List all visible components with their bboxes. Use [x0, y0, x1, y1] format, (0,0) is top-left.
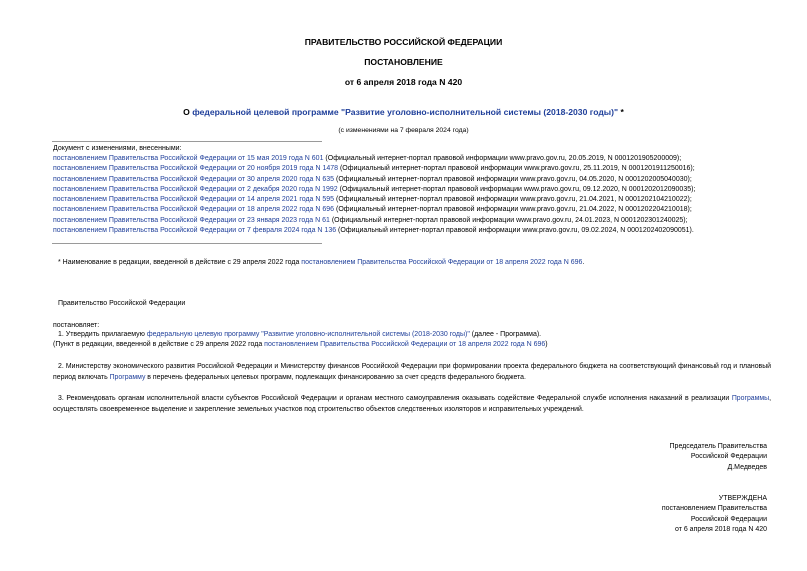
amendment-source: (Официальный интернет-портал правовой информации www.pravo.gov.ru, 25.11.2019, N 0001201911250016);	[338, 165, 695, 173]
footnote-link[interactable]: постановлением Правительства Российской Федерации от 18 апреля 2022 года N 696	[301, 259, 583, 266]
signature-block	[670, 442, 767, 473]
amendment-link[interactable]: постановлением Правительства Российской Федерации от 18 апреля 2022 года N 696	[53, 206, 335, 214]
approval-line-1: УТВЕРЖДЕНА	[718, 495, 767, 502]
amendment-source: (Официальный интернет-портал правовой информации www.pravo.gov.ru, 09.12.2020, N 0001202012090035);	[337, 185, 696, 193]
paragraph-1	[58, 330, 541, 340]
amendments-intro: Документ с изменениями, внесенными:	[53, 145, 182, 152]
paragraph-2-end: в перечень федеральных целевых программ, подлежащих финансированию за счет средств федерального бюджета.	[145, 373, 526, 381]
amendment-source: (Официальный интернет-портал правовой информации www.pravo.gov.ru, 04.05.2020, N 0001202005040030);	[334, 175, 692, 183]
amendment-item	[53, 195, 695, 205]
amendment-source: (Официальный интернет-портал правовой информации www.pravo.gov.ru, 20.05.2019, N 0001201905200009);	[323, 155, 682, 162]
signature-line-2: Российской Федерации	[690, 453, 767, 461]
amendment-link[interactable]: постановлением Правительства Российской Федерации от 30 апреля 2020 года N 635	[53, 175, 335, 183]
amendment-item	[53, 205, 695, 215]
paragraph-2-program-link[interactable]: Программу	[109, 373, 146, 381]
paragraph-1-note	[53, 340, 548, 350]
footnote-text: * Наименование в редакции, введенной в действие с 29 апреля 2022 года	[58, 259, 302, 266]
paragraph-1-note-text: (Пункт в редакции, введенной в действие с 29 апреля 2022 года	[53, 341, 265, 348]
paragraph-1-end: (далее - Программа).	[469, 331, 542, 338]
paragraph-3-end: , осуществлять своевременное выделение и закрепление земельных участков под строительство объектов следственных изоляторов и исправительных учреждений.	[53, 395, 771, 413]
approval-line-4: от 6 апреля 2018 года N 420	[674, 525, 767, 533]
amendment-item	[53, 216, 695, 226]
paragraph-3	[53, 394, 771, 415]
signature-line-1: Председатель Правительства	[669, 443, 767, 450]
amendment-link[interactable]: постановлением Правительства Российской Федерации от 15 мая 2019 года N 601	[53, 155, 324, 162]
paragraph-1-note-end: )	[545, 341, 548, 348]
amendment-link[interactable]: постановлением Правительства Российской Федерации от 2 декабря 2020 года N 1992	[53, 185, 338, 193]
amendment-item	[53, 154, 695, 164]
paragraph-1-text: 1. Утвердить прилагаемую	[58, 331, 147, 338]
issuer: Правительство Российской Федерации	[58, 300, 186, 307]
footnote-end: .	[582, 259, 585, 266]
separator-top	[52, 141, 322, 142]
title-prefix: О	[183, 107, 193, 117]
document-type-heading: ПОСТАНОВЛЕНИЕ	[364, 57, 443, 67]
amendment-source: (Официальный интернет-портал правовой информации www.pravo.gov.ru, 21.04.2022, N 0001202204210018);	[334, 206, 692, 214]
amendment-link[interactable]: постановлением Правительства Российской Федерации от 23 января 2023 года N 61	[53, 216, 330, 224]
title-suffix: *	[618, 107, 624, 117]
amendment-item	[53, 164, 695, 174]
amendment-link[interactable]: постановлением Правительства Российской Федерации от 14 апреля 2021 года N 595	[53, 196, 335, 204]
separator-bottom	[52, 243, 322, 244]
approval-line-3: Российской Федерации	[690, 515, 767, 523]
amendment-source: (Официальный интернет-портал правовой информации www.pravo.gov.ru, 09.02.2024, N 0001202402090051).	[336, 227, 694, 235]
amendment-source: (Официальный интернет-портал правовой информации www.pravo.gov.ru, 21.04.2021, N 0001202104210022);	[334, 196, 692, 204]
amendment-source: (Официальный интернет-портал правовой информации www.pravo.gov.ru, 24.01.2023, N 0001202301240025);	[329, 216, 688, 224]
title-program-link[interactable]: федеральной целевой программе "Развитие уголовно-исполнительной системы (2018-2030 годы)"	[192, 107, 619, 117]
signature-line-3: Д.Медведев	[727, 463, 767, 471]
paragraph-1-program-link[interactable]: федеральную целевую программу "Развитие уголовно-исполнительной системы (2018-2030 годы)"	[146, 331, 470, 338]
amendment-item	[53, 185, 695, 195]
approval-line-2: постановлением Правительства	[661, 505, 767, 513]
amendment-item	[53, 175, 695, 185]
amendment-link[interactable]: постановлением Правительства Российской Федерации от 20 ноября 2019 года N 1478	[53, 165, 339, 173]
paragraph-3-program-link[interactable]: Программы	[731, 395, 770, 402]
paragraph-2-text: 2. Министерству экономического развития Российской Федерации и Министерству финансов Российской Федерации при формировании проекта федерального бюджета на соответствующий финансовый год и плановый период включать	[53, 363, 771, 381]
paragraph-1-note-link[interactable]: постановлением Правительства Российской Федерации от 18 апреля 2022 года N 696	[264, 341, 546, 348]
paragraph-2	[53, 362, 771, 383]
paragraph-3-text: 3. Рекомендовать органам исполнительной власти субъектов Российской Федерации и органам местного самоуправления оказывать содействие Федеральной службе исполнения наказаний в реализации	[58, 395, 732, 402]
approval-block	[662, 494, 767, 535]
amendment-link[interactable]: постановлением Правительства Российской Федерации от 7 февраля 2024 года N 136	[53, 227, 337, 235]
document-title	[0, 107, 807, 117]
document-date-number: от 6 апреля 2018 года N 420	[344, 77, 463, 87]
decrees-word: постановляет:	[53, 322, 100, 329]
revision-note: (с изменениями на 7 февраля 2024 года)	[338, 127, 469, 134]
footnote	[58, 258, 584, 268]
government-heading: ПРАВИТЕЛЬСТВО РОССИЙСКОЙ ФЕДЕРАЦИИ	[304, 37, 503, 47]
amendment-item	[53, 226, 695, 236]
amendments-list	[53, 154, 695, 236]
